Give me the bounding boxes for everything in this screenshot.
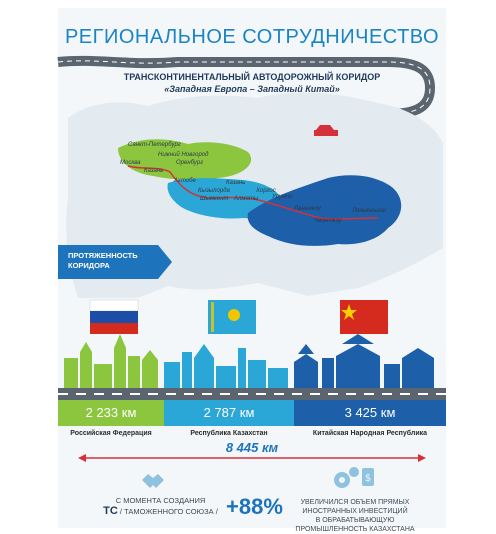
city-label: Кызылорда (198, 188, 230, 194)
subtitle-line1: ТРАНСКОНТИНЕНТАЛЬНЫЙ АВТОДОРОЖНЫЙ КОРИДОР (123, 72, 381, 82)
arrow-icon (158, 245, 172, 279)
city-label: Актобе (174, 178, 196, 184)
city-label: Казань (226, 180, 246, 186)
stat-investment: УВЕЛИЧИЛСЯ ОБЪЕМ ПРЯМЫХ ИНОСТРАННЫХ ИНВЕСТИЦИЙ В ОБРАБАТЫВАЮЩУЮ ПРОМЫШЛЕННОСТЬ КАЗАХСТАНА (295, 499, 415, 533)
city-label: Урумчи (272, 194, 293, 200)
city-label: Оренбург (176, 160, 204, 166)
infographic (58, 8, 446, 533)
city-label: Нижний Новгород (158, 152, 209, 158)
city-label: Москва (120, 160, 141, 166)
stat-since-tc: С МОМЕНТА СОЗДАНИЯ ТС / ТАМОЖЕННОГО СОЮЗА / (103, 496, 218, 517)
road (58, 388, 446, 400)
handshake-icon (140, 470, 166, 490)
country-label: Республика Казахстан (190, 430, 268, 437)
segment-russia: 2 233 км (58, 400, 164, 426)
country-label: Китайская Народная Республика (312, 430, 428, 437)
city-skyline (58, 328, 446, 390)
city-label: Казань (144, 168, 164, 174)
segment-china: 3 425 км (294, 400, 446, 426)
svg-text:$: $ (364, 473, 372, 484)
city-label: Санкт-Петербург (128, 142, 181, 148)
city-label: Алматы (234, 196, 259, 202)
segment-kazakhstan: 2 787 км (164, 400, 294, 426)
percent-value: +88% (226, 494, 283, 519)
subtitle-line2: «Западная Европа – Западный Китай» (164, 84, 340, 94)
country-label: Российская Федерация (70, 430, 152, 437)
page-title: РЕГИОНАЛЬНОЕ СОТРУДНИЧЕСТВО (64, 26, 440, 48)
city-label: Ланьчжоу (294, 206, 321, 212)
city-label: Ляньюньган (352, 208, 387, 214)
gears-money-icon (330, 464, 376, 492)
city-label: Чжэнчжоу (314, 218, 342, 224)
city-label: Шымкент (200, 196, 229, 202)
total-length: 8 445 км (202, 440, 302, 455)
corridor-length-label: ПРОТЯЖЕННОСТЬ КОРИДОРА (58, 245, 158, 279)
city-label: Хоргос (256, 188, 276, 194)
